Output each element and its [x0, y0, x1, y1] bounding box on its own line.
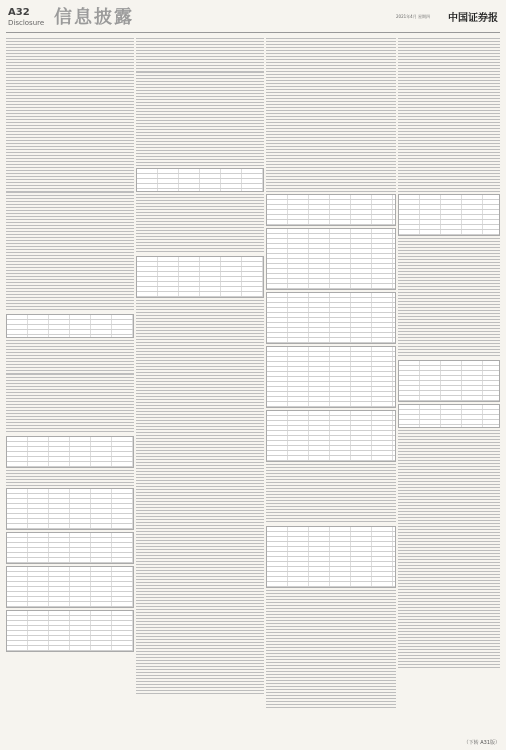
data-table: [6, 314, 134, 338]
data-table: [266, 526, 396, 588]
body-text-block: [266, 650, 396, 710]
data-table: [136, 256, 264, 298]
page-number: A32: [8, 7, 30, 18]
body-text-block: [266, 590, 396, 650]
body-text-block: [6, 340, 134, 374]
newspaper-masthead: 中国证券报: [448, 13, 498, 24]
body-text-block: [136, 360, 264, 420]
body-text-block: [136, 660, 264, 694]
body-text-block: [398, 610, 500, 670]
body-text-block: [136, 420, 264, 480]
data-table: [398, 194, 500, 236]
article-columns: [6, 38, 500, 742]
body-text-block: [398, 490, 500, 550]
data-table: [6, 488, 134, 530]
body-text-block: [6, 192, 134, 252]
body-text-block: [398, 238, 500, 298]
body-text-block: [136, 300, 264, 360]
page-section-english: Disclosure: [8, 19, 45, 27]
body-text-block: [136, 132, 264, 166]
data-table: [266, 346, 396, 408]
data-table: [266, 292, 396, 344]
column-1: [6, 38, 134, 742]
page-header: [6, 6, 500, 33]
body-text-block: [398, 38, 500, 98]
column-3: [266, 38, 396, 742]
body-text-block: [398, 430, 500, 490]
body-text-block: [136, 600, 264, 660]
body-text-block: [6, 38, 134, 98]
issue-date: 2021年4月 星期四: [396, 14, 430, 19]
data-table: [6, 436, 134, 468]
data-table: [398, 404, 500, 428]
column-2: [136, 38, 264, 742]
body-text-block: [266, 38, 396, 98]
data-table: [266, 228, 396, 290]
body-text-block: [136, 72, 264, 132]
body-text-block: [6, 98, 134, 158]
column-4: [398, 38, 500, 742]
data-table: [266, 410, 396, 462]
body-text-block: [6, 374, 134, 434]
data-table: [6, 532, 134, 564]
body-text-block: [6, 470, 134, 486]
body-text-block: [266, 158, 396, 192]
body-text-block: [136, 540, 264, 600]
body-text-block: [398, 98, 500, 158]
continuation-note: （下转 A31版）: [463, 740, 500, 746]
data-table: [136, 168, 264, 192]
body-text-block: [398, 158, 500, 192]
body-text-block: [398, 298, 500, 358]
body-text-block: [266, 98, 396, 158]
body-text-block: [136, 194, 264, 254]
body-text-block: [398, 550, 500, 610]
data-table: [398, 360, 500, 402]
body-text-block: [6, 252, 134, 312]
body-text-block: [136, 480, 264, 540]
data-table: [266, 194, 396, 226]
body-text-block: [136, 38, 264, 72]
data-table: [6, 566, 134, 608]
body-text-block: [6, 158, 134, 192]
section-title: 信息披露: [54, 7, 134, 28]
data-table: [6, 610, 134, 652]
body-text-block: [266, 464, 396, 524]
